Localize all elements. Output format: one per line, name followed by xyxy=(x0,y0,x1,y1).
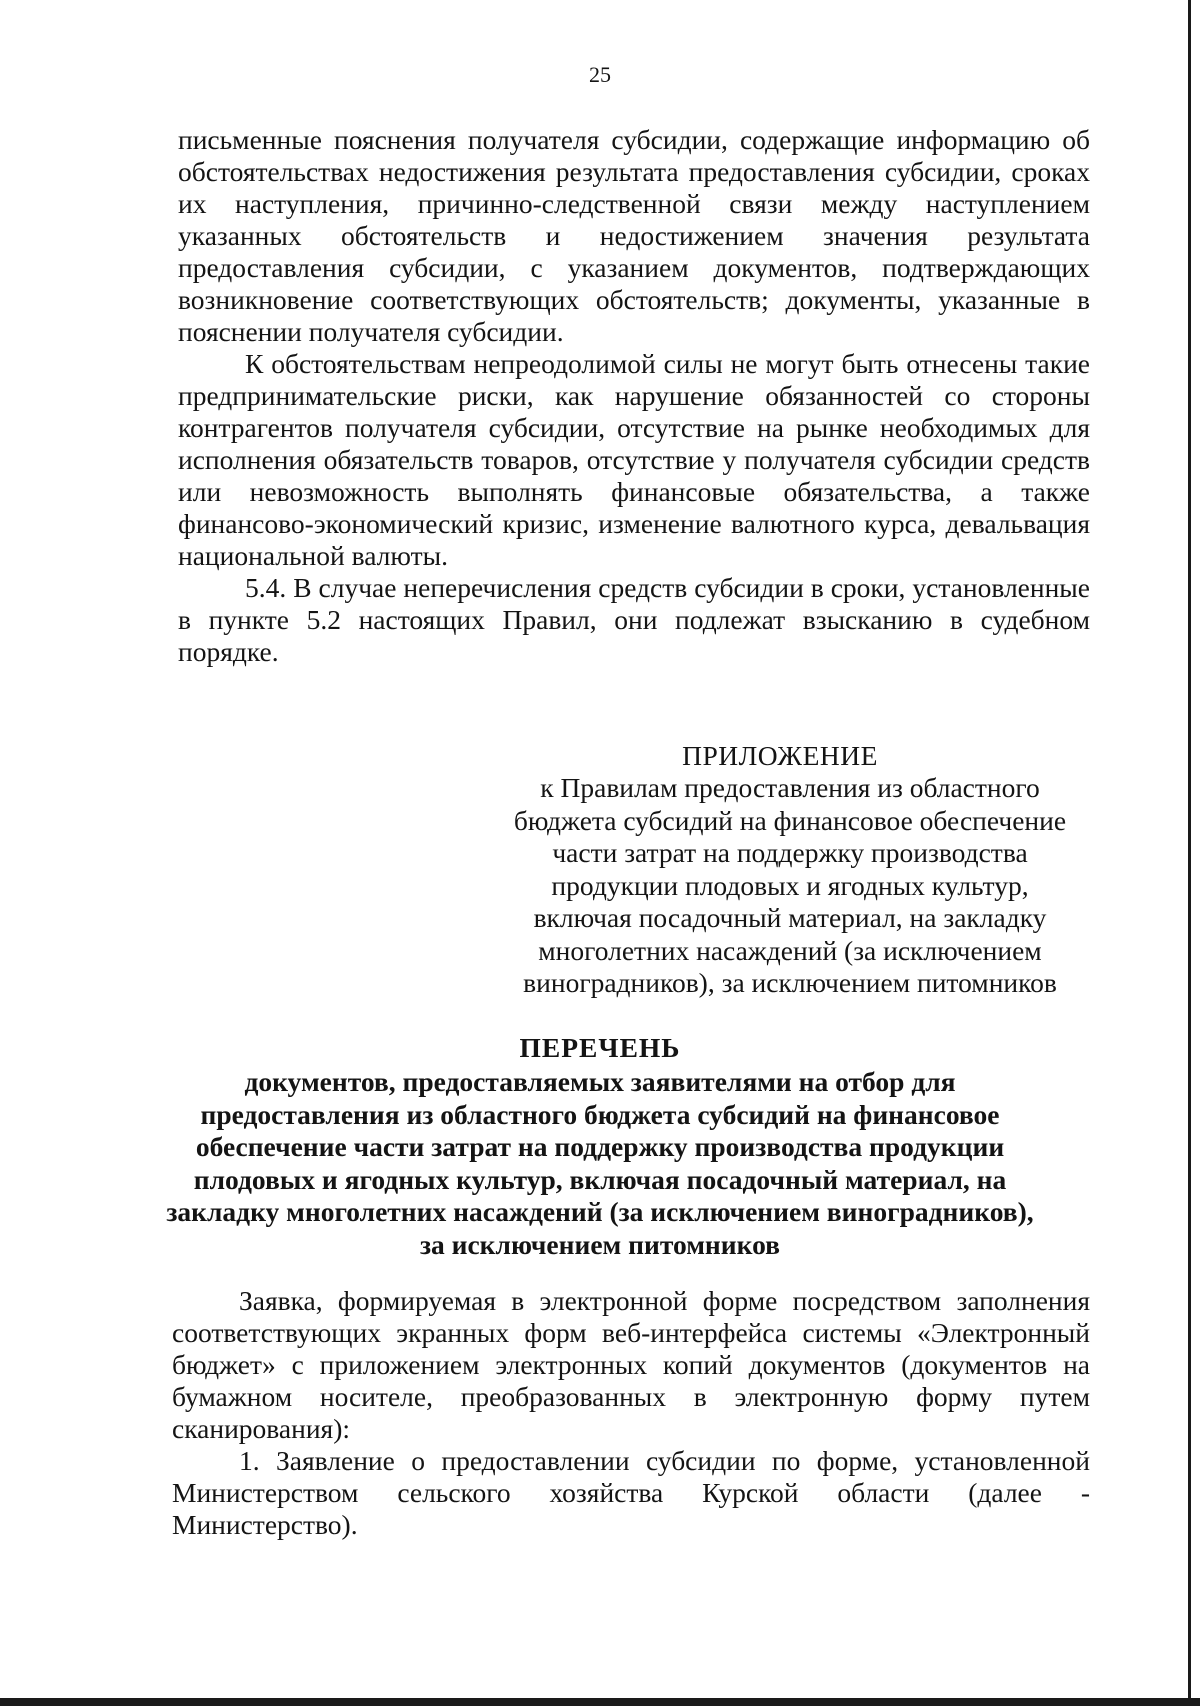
list-subtitle-line: документов, предоставляемых заявителями на отбор для xyxy=(244,1066,956,1097)
appendix-line: виноградников), за исключением питомников xyxy=(523,967,1057,998)
appendix-line: бюджета субсидий на финансовое обеспечение xyxy=(513,804,1067,836)
list-subtitle-line: закладку многолетних насаждений (за исключением виноградников), xyxy=(166,1196,1034,1227)
appendix-line: продукции плодовых и ягодных культур, xyxy=(551,869,1029,901)
paragraph-application: Заявка, формируемая в электронной форме посредством заполнения соответствующих экранных форм веб-интерфейса системы «Электронный бюджет» с приложением электронных копий документов (документов на бумажном носителе, преобразованных в электронную форму путем сканирования): xyxy=(172,1285,1090,1444)
paragraph-item-1: 1. Заявление о предоставлении субсидии по форме, установленной Министерством сельского хозяйства Курской области (далее - Министерство). xyxy=(172,1445,1090,1540)
scan-edge-bottom xyxy=(0,1698,1200,1706)
list-subtitle xyxy=(130,1066,1070,1261)
appendix-title: ПРИЛОЖЕНИЕ xyxy=(682,740,878,771)
appendix-line: многолетних насаждений (за исключением xyxy=(538,934,1042,966)
appendix-line: включая посадочный материал, на закладку xyxy=(533,902,1047,933)
paragraph-force-majeure: К обстоятельствам непреодолимой силы не могут быть отнесены такие предпринимательские риски, как нарушение обязанностей со стороны контрагентов получателя субсидии, отсутствие на рынке необходимых для исполнения обязательств товаров, отсутствие у получателя субсидии средств или невозможность выполнять финансовые обязательства, а также финансово-экономический кризис, изменение валютного курса, девальвация национальной валюты. xyxy=(178,348,1090,571)
list-subtitle-line: обеспечение части затрат на поддержку производства продукции xyxy=(195,1131,1005,1162)
list-subtitle-line: за исключением питомников xyxy=(419,1228,781,1260)
appendix-line: части затрат на поддержку производства xyxy=(552,837,1028,868)
appendix-caption xyxy=(490,772,1090,1000)
paragraph-explanations: письменные пояснения получателя субсидии, содержащие информацию об обстоятельствах недостижения результата предоставления субсидии, сроках их наступления, причинно-следственной связи между наступлением указанных обстоятельств и недостижением значения результата предоставления субсидии, с указанием документов, подтверждающих возникновение соответствующих обстоятельств; документы, указанные в пояснении получателя субсидии. xyxy=(178,124,1090,347)
scan-edge-right xyxy=(1188,0,1191,1706)
paragraph-5-4: 5.4. В случае неперечисления средств субсидии в сроки, установленные в пункте 5.2 настоящих Правил, они подлежат взысканию в судебном порядке. xyxy=(178,572,1090,667)
list-subtitle-line: предоставления из областного бюджета субсидий на финансовое xyxy=(200,1098,1000,1130)
bottom-text-block xyxy=(172,1285,1090,1541)
top-text-block xyxy=(178,124,1090,668)
list-title: ПЕРЕЧЕНЬ xyxy=(519,1032,681,1063)
appendix-line: к Правилам предоставления из областного xyxy=(540,772,1040,803)
page-number: 25 xyxy=(589,62,611,87)
list-subtitle-line: плодовых и ягодных культур, включая посадочный материал, на xyxy=(193,1163,1007,1195)
